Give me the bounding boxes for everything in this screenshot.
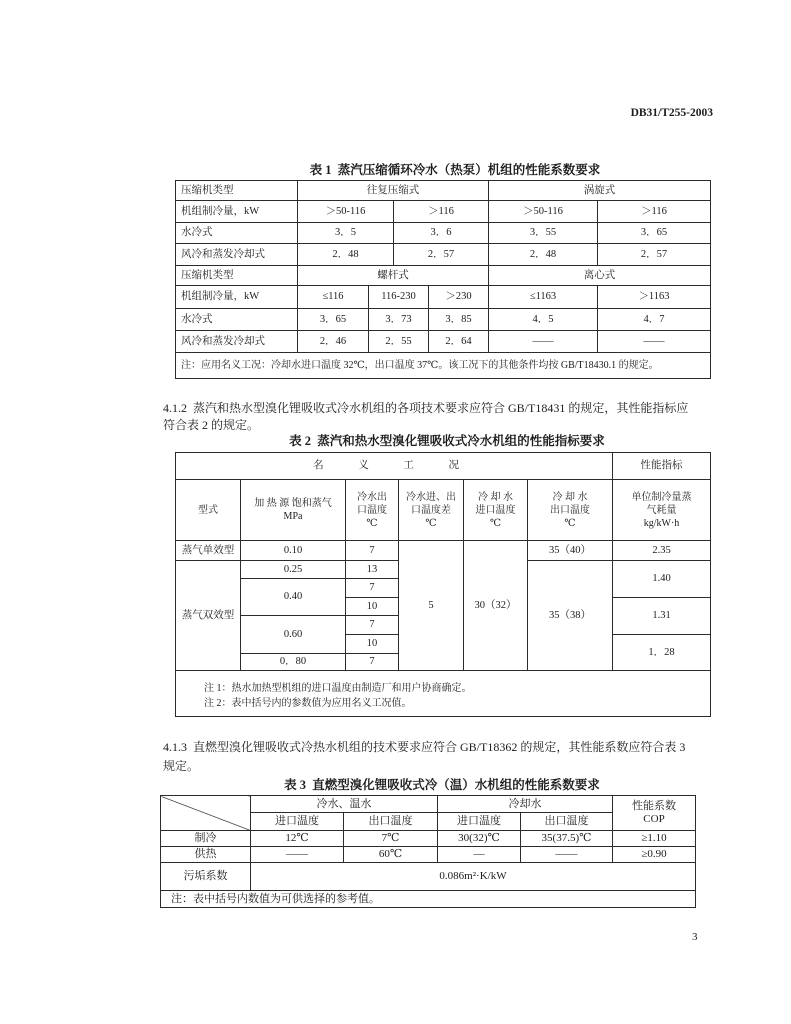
cooling-water-outlet-header: 冷 却 水 出口温度 ℃: [528, 480, 613, 541]
cooling-water-outlet-cell: 35（40）: [528, 541, 613, 561]
table-row: [176, 201, 711, 223]
air-cooled-label: 风冷和蒸发冷却式: [176, 331, 298, 353]
cop-value: 3．65: [598, 223, 711, 244]
capacity-cell: 116-230: [369, 286, 429, 309]
table3-title: 表 3 直燃型溴化锂吸收式冷（温）水机组的性能系数要求: [284, 778, 600, 792]
table-row: [176, 453, 711, 480]
capacity-cell: ≤116: [298, 286, 369, 309]
table2-performance-indicators: [175, 452, 711, 717]
inlet-temp-header: 进口温度: [438, 813, 521, 831]
capacity-cell: ＞116: [394, 201, 489, 223]
cop-header: [613, 796, 696, 831]
clause-4-1-3-line2: 规定。: [163, 759, 200, 773]
cop-value: 2．57: [598, 244, 711, 266]
table2-note-1: 注 1：热水加热型机组的进口温度由制造厂和用户协商确定。: [204, 683, 472, 694]
chilled-water-outlet-cell: 7: [346, 654, 399, 671]
chilled-water-outlet-cell: 10: [346, 598, 399, 616]
document-code: DB31/T255-2003: [630, 107, 713, 119]
table-cell: ≥1.10: [613, 831, 696, 847]
capacity-cell: ＞230: [429, 286, 489, 309]
capacity-cell: ≤1163: [489, 286, 598, 309]
cooling-water-header: 冷却水: [438, 796, 613, 813]
table-row: [176, 541, 711, 561]
steam-pressure-header: 加 热 源 饱和蒸气 MPa: [241, 480, 346, 541]
table2-note-2: 注 2：表中括号内的参数值为应用名义工况值。: [204, 698, 412, 709]
cooling-water-outlet-cell: 35（38）: [528, 561, 613, 671]
table-cell: —: [438, 847, 521, 863]
type-header: 型式: [176, 480, 241, 541]
chilled-water-delta-header: 冷水进、出 口温度差 ℃: [399, 480, 464, 541]
chilled-hot-water-header: 冷水、温水: [251, 796, 438, 813]
capacity-cell: ＞50-116: [489, 201, 598, 223]
steam-pressure-cell: 0.25: [241, 561, 346, 579]
table-row: [161, 891, 696, 908]
clause-4-1-3-line1: 4.1.3 直燃型溴化锂吸收式冷热水机组的技术要求应符合 GB/T18362 的规定，其性能系数应符合表 3: [163, 740, 686, 754]
type-single-effect: 蒸气单效型: [176, 541, 241, 561]
cop-value: 4．5: [489, 309, 598, 331]
cop-value: 2．55: [369, 331, 429, 353]
steam-pressure-cell: 0.60: [241, 616, 346, 654]
cop-header-label: 性能系数: [632, 800, 676, 812]
air-cooled-label: 风冷和蒸发冷却式: [176, 244, 298, 266]
type-reciprocating: 往复压缩式: [298, 181, 489, 201]
capacity-cell: ＞50-116: [298, 201, 394, 223]
table-row: [176, 266, 711, 286]
cop-value: 4．7: [598, 309, 711, 331]
capacity-cell: ＞116: [598, 201, 711, 223]
chilled-water-outlet-cell: 7: [346, 579, 399, 598]
type-double-effect: 蒸气双效型: [176, 561, 241, 671]
table-row: [176, 181, 711, 201]
page-number: 3: [692, 931, 698, 943]
water-cooled-label: 水冷式: [176, 223, 298, 244]
cop-value: 2．46: [298, 331, 369, 353]
table-row: [176, 286, 711, 309]
clause-4-1-2-line2: 符合表 2 的规定。: [163, 418, 260, 432]
table-row: [176, 223, 711, 244]
cop-value: ——: [598, 331, 711, 353]
steam-consumption-cell: 1.31: [613, 598, 711, 635]
cop-value: 2．48: [489, 244, 598, 266]
cop-value: 3．73: [369, 309, 429, 331]
table-row: [176, 309, 711, 331]
chilled-water-outlet-cell: 7: [346, 541, 399, 561]
table-row: [161, 796, 696, 813]
cop-value: 2．48: [298, 244, 394, 266]
cop-value: 3．5: [298, 223, 394, 244]
steam-pressure-cell: 0．80: [241, 654, 346, 671]
cop-header-unit: COP: [643, 813, 665, 825]
table-cell: 12℃: [251, 831, 344, 847]
heating-mode-label: 供热: [161, 847, 251, 863]
table-cell: 30(32)℃: [438, 831, 521, 847]
fouling-factor-label: 污垢系数: [161, 863, 251, 891]
table2-notes: [176, 671, 711, 717]
steam-consumption-cell: 2.35: [613, 541, 711, 561]
capacity-cell: ＞1163: [598, 286, 711, 309]
outlet-temp-header: 出口温度: [344, 813, 438, 831]
capacity-label: 机组制冷量，kW: [176, 201, 298, 223]
type-screw: 螺杆式: [298, 266, 489, 286]
nominal-conditions-header: 名 义 工 况: [176, 453, 613, 480]
table3-note: 注：表中括号内数值为可供选择的参考值。: [161, 891, 696, 908]
steam-pressure-cell: 0.40: [241, 579, 346, 616]
cooling-water-inlet-cell: 30（32）: [464, 541, 528, 671]
table-row: [176, 331, 711, 353]
table-cell: ——: [521, 847, 613, 863]
fouling-factor-value: 0.086m²·K/kW: [251, 863, 696, 891]
chilled-water-outlet-cell: 7: [346, 616, 399, 635]
table-row: [161, 831, 696, 847]
table1-note: 注：应用名义工况：冷却水进口温度 32℃，出口温度 37℃。该工况下的其他条件均按 GB/T18430.1 的规定。: [176, 353, 711, 379]
compressor-type-label: 压缩机类型: [176, 181, 298, 201]
chilled-water-outlet-header: 冷水出 口温度 ℃: [346, 480, 399, 541]
cop-value: ——: [489, 331, 598, 353]
table-cell: 60℃: [344, 847, 438, 863]
performance-indicator-header: 性能指标: [613, 453, 711, 480]
steam-consumption-header: 单位制冷量蒸 气耗量 kg/kW·h: [613, 480, 711, 541]
table-cell: ——: [251, 847, 344, 863]
table-row: [176, 353, 711, 379]
cooling-mode-label: 制冷: [161, 831, 251, 847]
table1-title: 表 1 蒸汽压缩循环冷水（热泵）机组的性能系数要求: [309, 163, 601, 177]
table-row: [176, 244, 711, 266]
chilled-water-outlet-cell: 13: [346, 561, 399, 579]
cop-value: 2．57: [394, 244, 489, 266]
table-row: [176, 480, 711, 541]
chilled-water-outlet-cell: 10: [346, 635, 399, 654]
steam-consumption-cell: 1．28: [613, 635, 711, 671]
cop-value: 3．85: [429, 309, 489, 331]
clause-4-1-2-line1: 4.1.2 蒸汽和热水型溴化锂吸收式冷水机组的各项技术要求应符合 GB/T18431 的规定，其性能指标应: [163, 401, 689, 415]
water-cooled-label: 水冷式: [176, 309, 298, 331]
cop-value: 3．6: [394, 223, 489, 244]
cooling-water-inlet-header: 冷 却 水 进口温度 ℃: [464, 480, 528, 541]
steam-pressure-cell: 0.10: [241, 541, 346, 561]
chilled-water-delta-cell: 5: [399, 541, 464, 671]
inlet-temp-header: 进口温度: [251, 813, 344, 831]
cop-value: 3．55: [489, 223, 598, 244]
capacity-label: 机组制冷量，kW: [176, 286, 298, 309]
compressor-type-label: 压缩机类型: [176, 266, 298, 286]
diagonal-header-cell: [161, 796, 251, 831]
type-centrifugal: 离心式: [489, 266, 711, 286]
cop-value: 3．65: [298, 309, 369, 331]
table-cell: 35(37.5)℃: [521, 831, 613, 847]
table-row: [161, 847, 696, 863]
table2-title: 表 2 蒸汽和热水型溴化锂吸收式冷水机组的性能指标要求: [289, 434, 605, 448]
table-cell: ≥0.90: [613, 847, 696, 863]
table-row: [176, 671, 711, 717]
cop-value: 2．64: [429, 331, 489, 353]
table3-cop-requirements: [160, 795, 696, 908]
type-scroll: 涡旋式: [489, 181, 711, 201]
steam-consumption-cell: 1.40: [613, 561, 711, 598]
table1-performance-coefficients: [175, 180, 711, 379]
outlet-temp-header: 出口温度: [521, 813, 613, 831]
table-row: [161, 863, 696, 891]
table-cell: 7℃: [344, 831, 438, 847]
